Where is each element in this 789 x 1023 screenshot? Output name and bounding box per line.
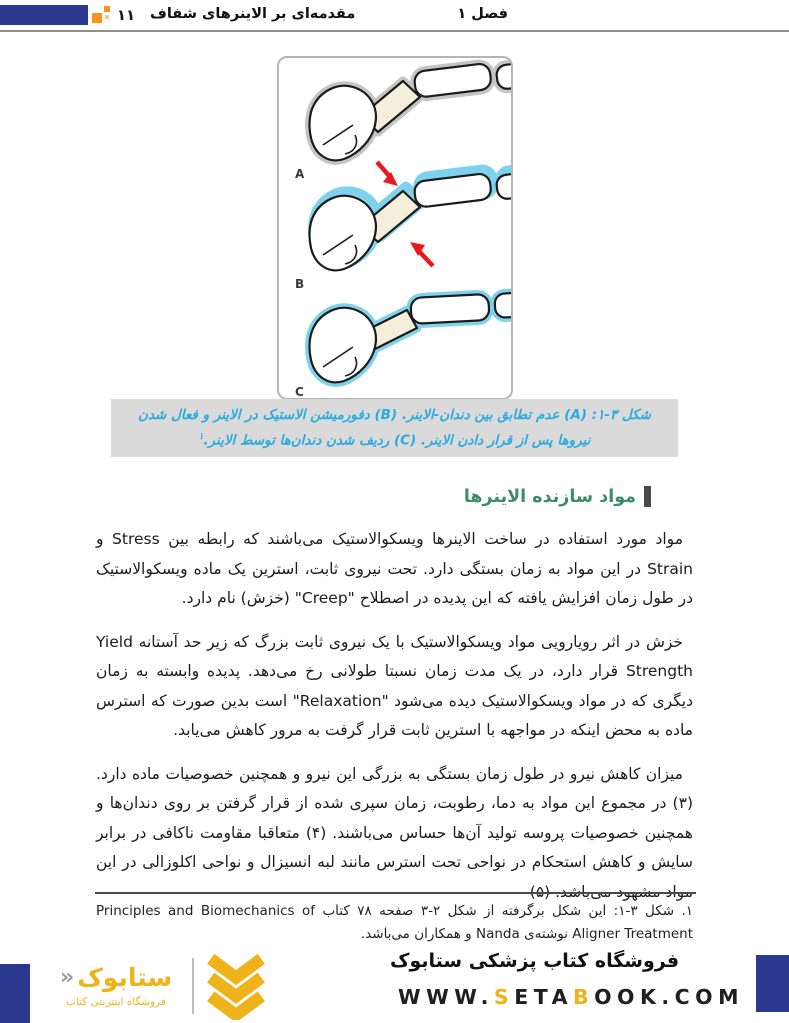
site-url-segment: B — [572, 985, 595, 1009]
footer-navy-block-left — [0, 964, 30, 1023]
site-url-segment: S — [493, 985, 515, 1009]
footnote-rule — [95, 892, 696, 894]
chapter-label: فصل ۱ — [457, 6, 508, 22]
site-url-segment: ETA — [514, 985, 573, 1009]
header-accent-bar — [0, 5, 88, 25]
footnote: ۱. شکل ۳-۱: این شکل برگرفته از شکل ۲-۳ صفحه ۷۸ کتاب Principles and Biomechanics of Aligner Treatment نوشته‌ی Nanda و همکاران می‌باشد. — [96, 903, 694, 942]
page-number: ۱۱ — [116, 6, 136, 24]
chapter-title: مقدمه‌ای بر الاینرهای شفاف — [150, 6, 356, 22]
paragraph-2: خزش در اثر رویارویی مواد ویسکوالاستیک با یک نیروی ثابت بزرگ که زیر حد آستانه Yield Strength قرار دارد، در یک مدت زمان نسبتا طولانی رخ می‌دهد. پدیده وابسته به زمان دیگری که در مواد ویسکوالاستیک دیده می‌شود "Relaxation" است بدین صورت که استرس ماده به محض اینکه در مواجهه با استرین ثابت قرار گرفت به مرور کاهش می‌یابد. — [96, 632, 693, 739]
site-url — [368, 985, 744, 1009]
header-rule — [0, 30, 789, 32]
panel-b — [295, 162, 511, 291]
setabook-logo — [52, 950, 266, 1022]
panel-a — [295, 62, 511, 181]
panel-c — [295, 292, 511, 398]
section-heading-row — [0, 486, 651, 507]
chevron-logo-icon — [206, 952, 266, 1020]
paragraph-3: میزان کاهش نیرو در طول زمان بستگی به بزرگی این نیرو و همچنین خصوصیات ماده دارد. (۳) در مجموع این مواد به دما، رطوبت، زمان سپری شده از قرار گرفتن بر روی دندان‌ها و همچنین خصوصیات پروسه تولید آن‌ها حساس می‌باشند. (۴) متعاقبا مقاومت ناکافی در برابر سایش و کاهش استحکام در نواحی تحت استرس مانند لبه انسیزال و نواحی اکلوزالی در این مواد مشهود می‌باشد. (۵) — [96, 764, 693, 901]
panel-label-c: C — [295, 385, 304, 398]
logo-guillemet-icon: « — [59, 965, 75, 990]
running-header — [150, 6, 508, 22]
panel-label-b: B — [295, 277, 305, 291]
section-heading: مواد سازنده الاینرها — [463, 486, 636, 507]
logo-divider — [192, 958, 194, 1014]
figure-aligner-diagram — [277, 56, 513, 400]
logo-wordmark-block — [52, 962, 180, 1008]
body-text — [96, 525, 693, 921]
heading-tick-bar — [644, 486, 651, 507]
site-url-segment: WWW. — [397, 985, 494, 1009]
store-name: فروشگاه کتاب پزشکی ستابوک — [390, 950, 680, 972]
caption-footnote-marker: ۱ — [198, 432, 204, 442]
logo-subtitle: فروشگاه اینترنتی کتاب — [66, 995, 166, 1008]
logo-wordmark: ستابوک — [77, 962, 173, 992]
figure-caption-text: شکل ۳-۱: (A) عدم تطابق بین دندان-الاینر. (B) دفورمیشن الاستیک در الاینر و فعال شدن نیروها پس از قرار دادن الاینر. (C) ردیف شدن دندان‌ها توسط الاینر. — [138, 407, 651, 449]
panel-label-a: A — [295, 167, 305, 181]
figure-caption — [111, 399, 678, 457]
orange-squares-icon — [92, 5, 112, 25]
aligner-diagram-svg — [279, 58, 511, 398]
site-url-segment: OOK.COM — [594, 985, 744, 1009]
footer-navy-block-right — [756, 955, 789, 1012]
paragraph-1: مواد مورد استفاده در ساخت الاینرها ویسکوالاستیک می‌باشند که رابطه بین Stress و Strain در این مواد به زمان بستگی دارد. تحت نیروی ثابت، استرین یک ماده ویسکوالاستیک در طول زمان افزایش یافته که این پدیده در اصطلاح "Creep" (خزش) نام دارد. — [96, 530, 693, 607]
